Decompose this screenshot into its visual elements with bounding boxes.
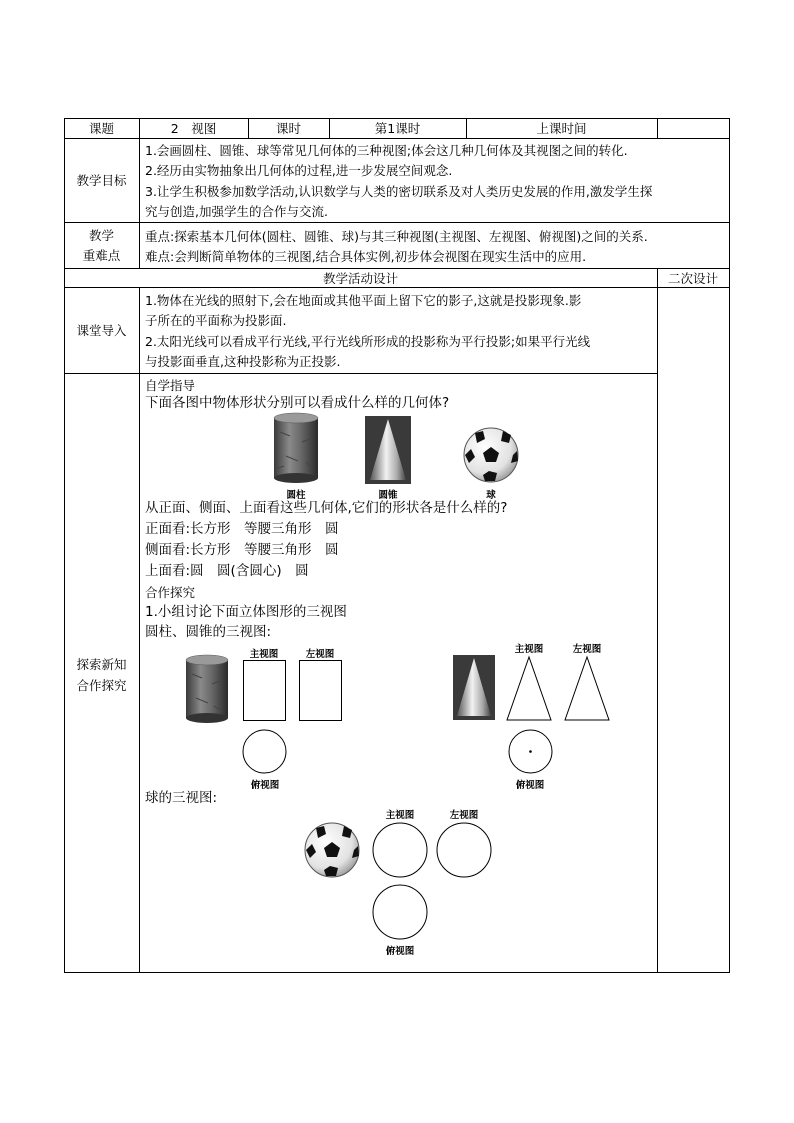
objectives-label: 教学目标 [76, 173, 127, 188]
topic-label: 课题 [88, 121, 114, 136]
shape-name-cone: 圆锥 [378, 490, 398, 501]
cyl-cone-title: 圆柱、圆锥的三视图: [145, 624, 272, 640]
shape-name-cylinder: 圆柱 [286, 490, 306, 501]
view-answer: 侧面看:长方形 等腰三角形 圆 [145, 542, 339, 558]
intro-line: 与投影面垂直,这种投影称为正投影. [145, 354, 341, 369]
view-answer: 上面看:圆 圆(含圆心) 圆 [145, 563, 309, 579]
sphere-top-view [372, 884, 428, 940]
cylinder-solid-small [184, 654, 230, 724]
ball-solid [463, 427, 519, 483]
view-label-left: 左视图 [572, 644, 602, 655]
view-label-top: 俯视图 [515, 780, 545, 791]
difficulty-line: 难点:会判断简单物体的三视图,结合具体实例,初步体会视图在现实生活中的应用. [145, 249, 587, 264]
shape-name-sphere: 球 [486, 490, 496, 501]
view-label-front: 主视图 [249, 649, 279, 660]
intro-label: 课堂导入 [76, 323, 127, 338]
view-label-left: 左视图 [305, 649, 335, 660]
design-header: 教学活动设计 [322, 271, 398, 286]
self-guide-title: 自学指导 [145, 378, 196, 393]
view-label-left: 左视图 [449, 810, 479, 821]
key-point-line: 重点:探索基本几何体(圆柱、圆锥、球)与其三种视图(主视图、左视图、俯视图)之间的关系. [145, 229, 648, 244]
topic-value: 2 视图 [170, 121, 217, 136]
cone-top-view [508, 729, 553, 774]
cone-front-view [506, 656, 552, 721]
keypoints-label-1: 教学 [88, 228, 114, 243]
view-label-top: 俯视图 [385, 946, 415, 957]
keypoints-label-2: 重难点 [82, 248, 121, 263]
secondary-design-header: 二次设计 [667, 271, 718, 286]
question-2: 从正面、侧面、上面看这些几何体,它们的形状各是什么样的? [145, 500, 508, 516]
cone-solid-small [453, 655, 495, 720]
objective-item: 究与创造,加强学生的合作与交流. [145, 204, 328, 219]
sphere-front-view [372, 822, 428, 878]
sphere-left-view [436, 822, 492, 878]
sphere-title: 球的三视图: [145, 790, 218, 806]
coop-title: 合作探究 [145, 585, 196, 600]
cone-left-view [564, 656, 610, 721]
intro-line: 子所在的平面称为投影面. [145, 313, 287, 328]
cylinder-front-view [243, 660, 286, 721]
cylinder-solid [272, 412, 320, 484]
cylinder-top-view [242, 729, 287, 774]
view-label-front: 主视图 [514, 644, 544, 655]
explore-label-1: 探索新知 [76, 657, 127, 672]
period-label: 课时 [275, 121, 301, 136]
cylinder-left-view [299, 660, 342, 721]
time-label: 上课时间 [536, 121, 587, 136]
cone-solid [365, 416, 411, 484]
explore-label-2: 合作探究 [76, 678, 127, 693]
question-1: 下面各图中物体形状分别可以看成什么样的几何体? [145, 395, 450, 411]
objective-item: 2.经历由实物抽象出几何体的过程,进一步发展空间观念. [145, 163, 453, 178]
objective-item: 3.让学生积极参加数学活动,认识数学与人类的密切联系及对人类历史发展的作用,激发学生探 [145, 184, 653, 199]
objective-item: 1.会画圆柱、圆锥、球等常见几何体的三种视图;体会这几种几何体及其视图之间的转化. [145, 143, 628, 158]
intro-line: 1.物体在光线的照射下,会在地面或其他平面上留下它的影子,这就是投影现象.影 [145, 293, 582, 308]
view-answer: 正面看:长方形 等腰三角形 圆 [145, 521, 339, 537]
intro-line: 2.太阳光线可以看成平行光线,平行光线所形成的投影称为平行投影;如果平行光线 [145, 334, 591, 349]
view-label-top: 俯视图 [250, 780, 280, 791]
task-1: 1.小组讨论下面立体图形的三视图 [145, 604, 347, 620]
period-value: 第1课时 [374, 121, 421, 136]
ball-solid-small [304, 822, 360, 878]
view-label-front: 主视图 [385, 810, 415, 821]
